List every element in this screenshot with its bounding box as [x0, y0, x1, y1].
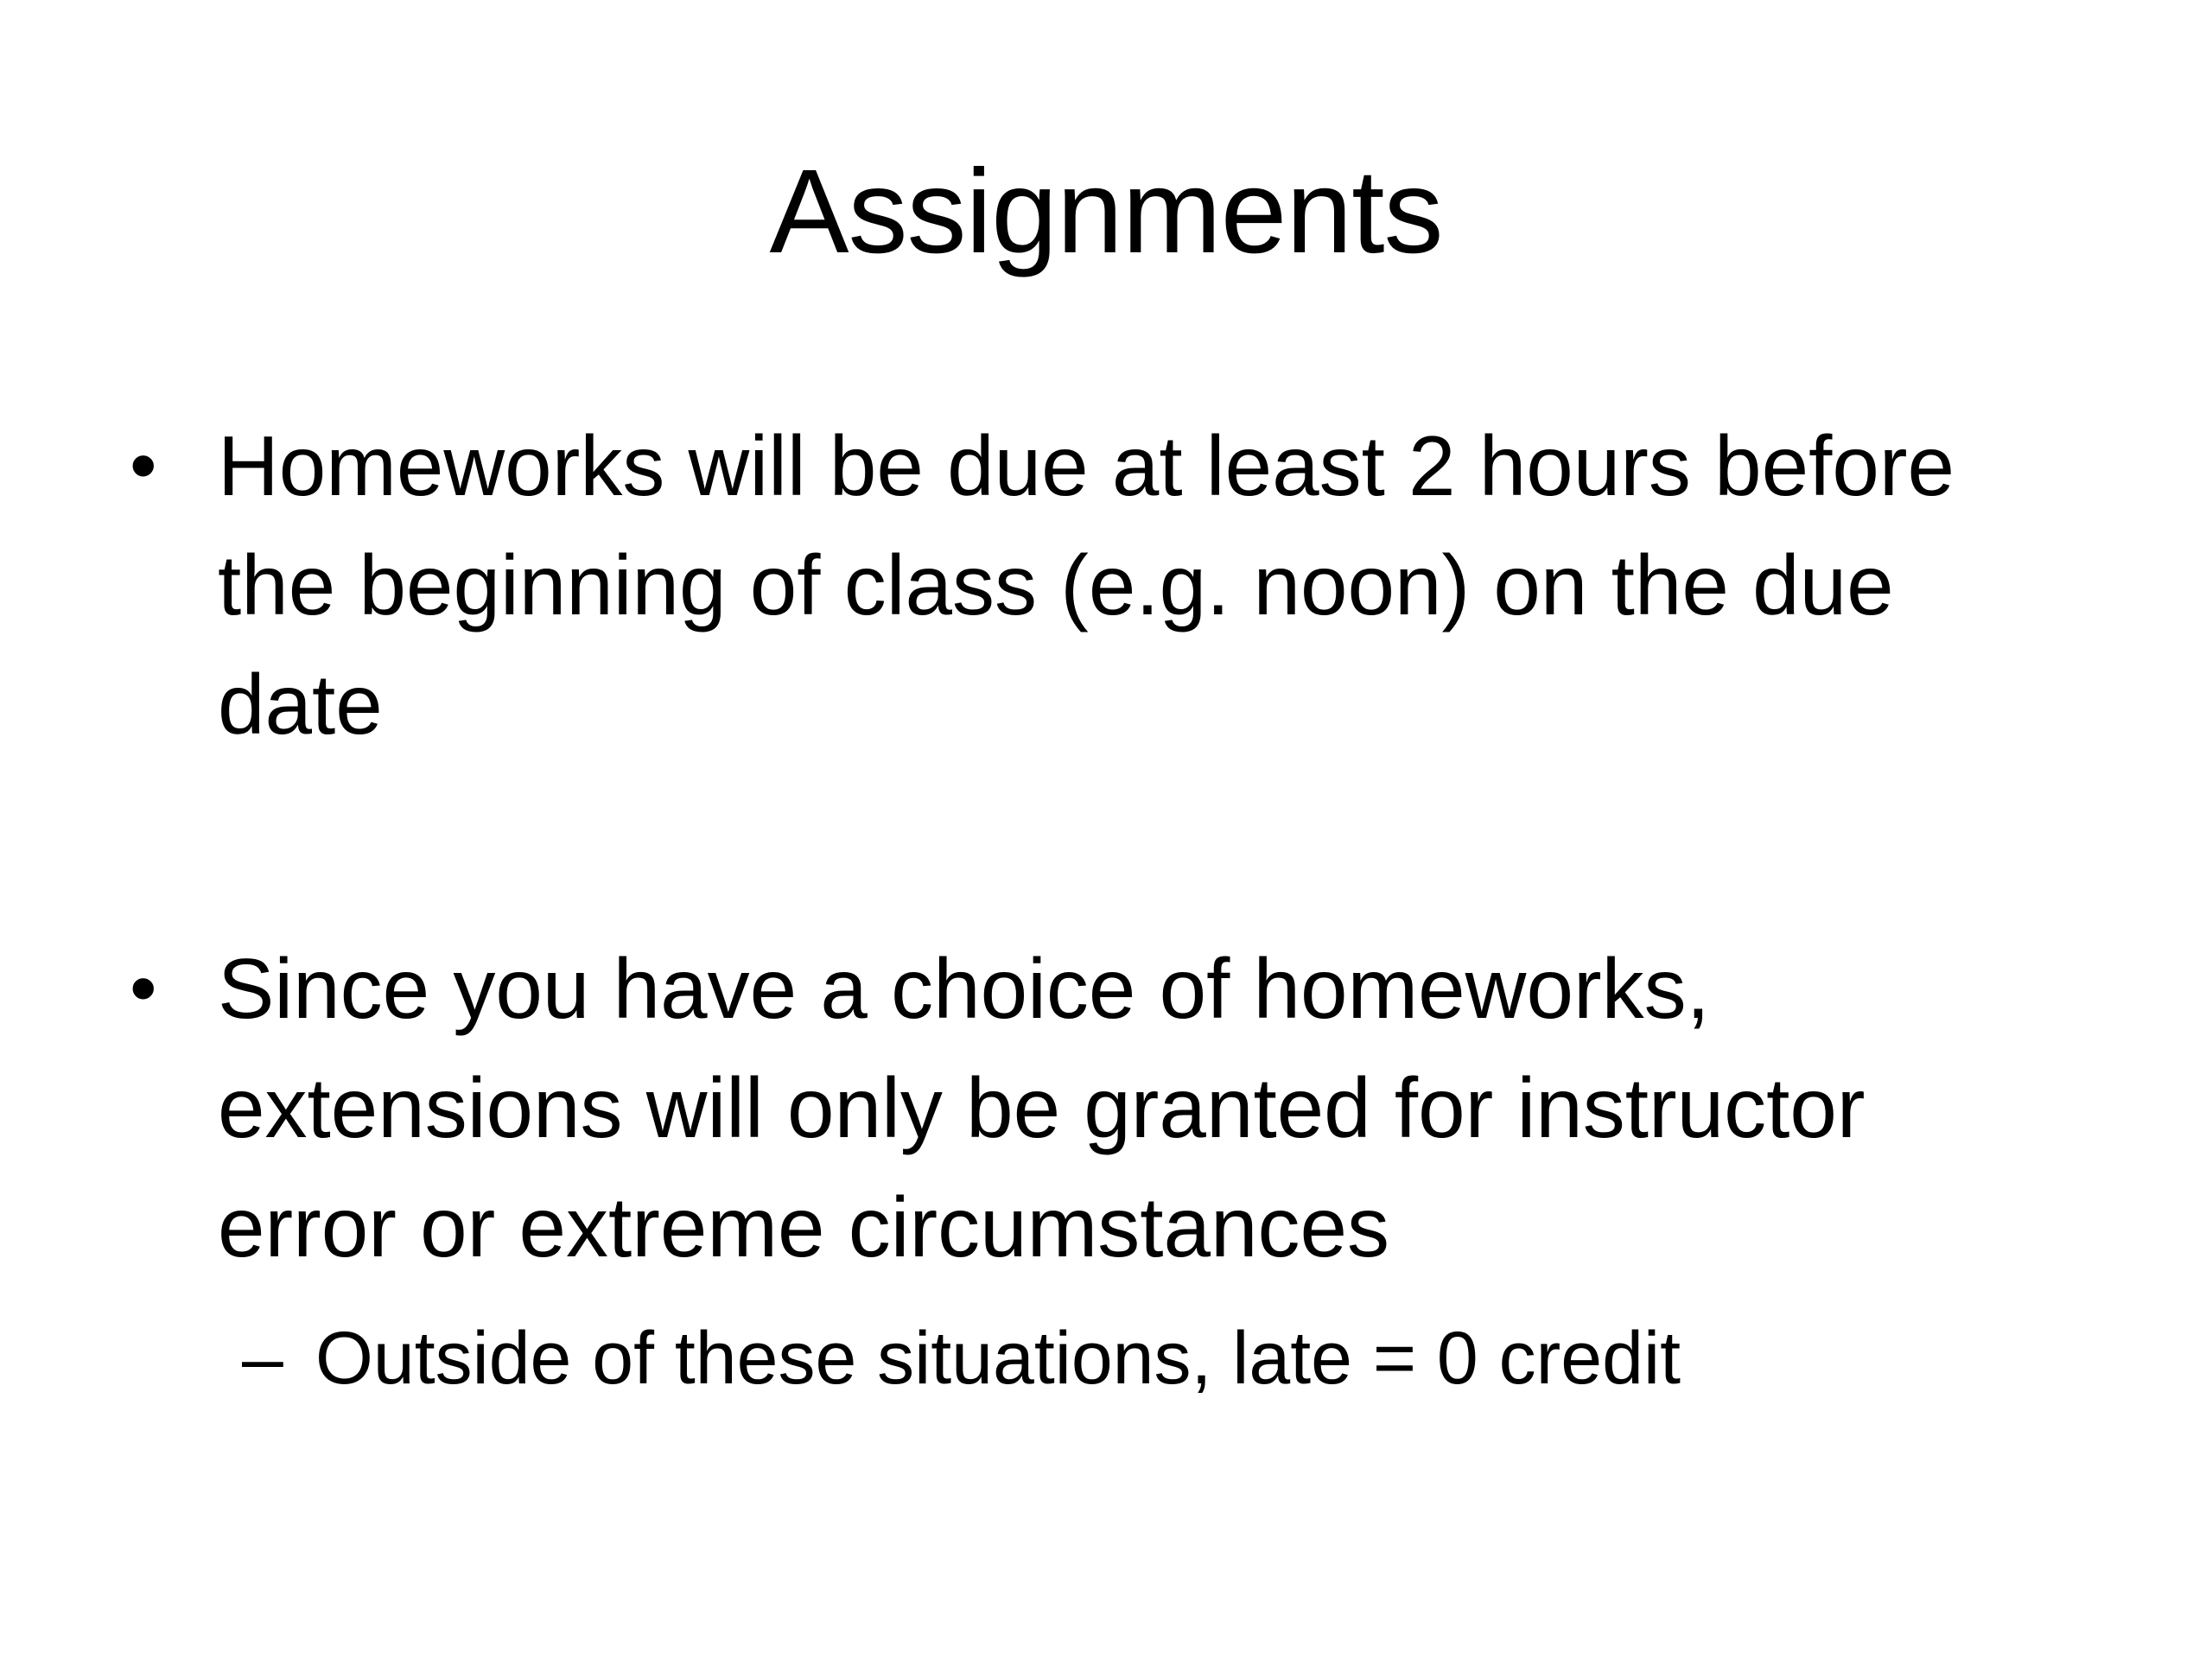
bullet-marker: • [130, 945, 157, 1032]
sub-bullet-text: Outside of these situations, late = 0 credit [315, 1317, 1681, 1400]
bullet-marker: • [130, 423, 157, 509]
bullet-text: Homeworks will be due at least 2 hours before the beginning of class (e.g. noon) on the due date [218, 418, 1955, 752]
sub-bullet-marker: – [242, 1317, 283, 1400]
slide-title: Assignments [769, 145, 1443, 278]
bullet-text: Since you have a choice of homeworks, extensions will only be granted for instructor error or extreme circumstances [218, 941, 1866, 1274]
